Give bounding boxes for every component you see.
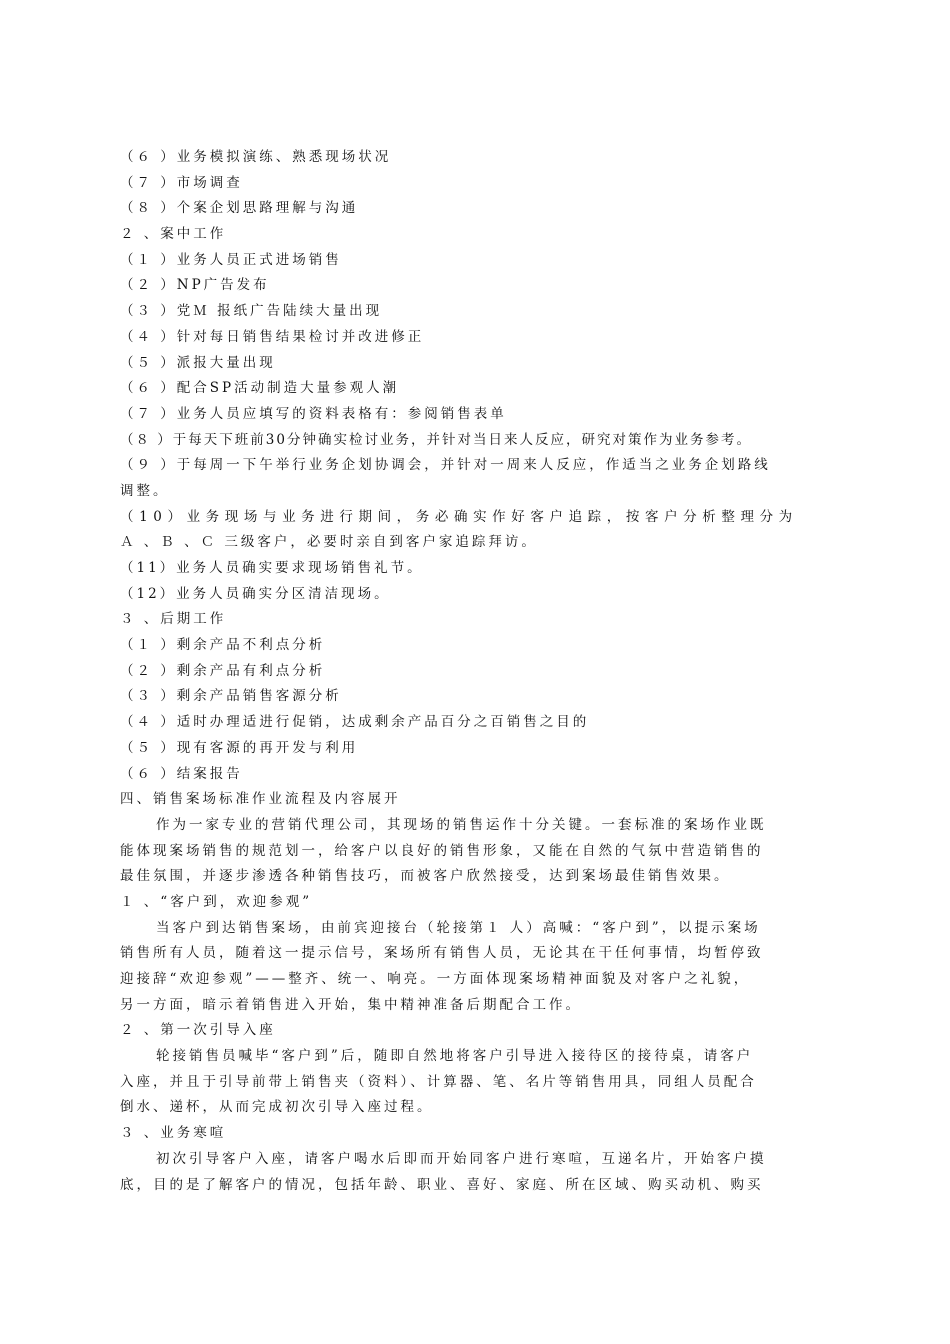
subheading-greeting: ３ 、业务寒喧: [120, 1125, 227, 1142]
list-item-late-4: （４ ）适时办理适进行促销，达成剩余产品百分之百销售之目的: [120, 714, 590, 731]
section-heading-mid-stage: ２ 、案中工作: [120, 226, 227, 243]
list-item-mid-11: （11）业务人员确实要求现场销售礼节。: [120, 560, 424, 576]
list-item-prep-7: （７ ）市场调查: [120, 174, 243, 191]
list-item-prep-8: （８ ）个案企划思路理解与沟通: [120, 200, 359, 217]
paragraph-seating-line-3: 倒水、递杯，从而完成初次引导入座过程。: [120, 1099, 434, 1116]
paragraph-greeting-line-1: 初次引导客户入座，请客户喝水后即而开始同客户进行寒喧，互递名片，开始客户摸: [156, 1150, 767, 1167]
list-item-mid-9: （９ ）于每周一下午举行业务企划协调会，并针对一周来人反应，作适当之业务企划路线: [120, 457, 771, 474]
list-item-mid-4: （４ ）针对每日销售结果检讨并改进修正: [120, 328, 425, 345]
list-item-late-2: （２ ）剩余产品有利点分析: [120, 662, 326, 679]
paragraph-arrival-line-1: 当客户到达销售案场，由前宾迎接台（轮接第１ 人）高喊：“客户到”，以提示案场: [156, 919, 761, 936]
list-item-mid-12: （12）业务人员确实分区清洁现场。: [120, 585, 391, 602]
paragraph-seating-line-1: 轮接销售员喊毕“客户到”后，随即自然地将客户引导进入接待区的接待桌，请客户: [156, 1048, 754, 1065]
list-item-mid-2: （２ ）NP广告发布: [120, 277, 270, 294]
list-item-mid-6: （６ ）配合SP活动制造大量参观人潮: [120, 380, 400, 397]
paragraph-arrival-line-3: 迎接辞“欢迎参观”——整齐、统一、响亮。一方面体现案场精神面貌及对客户之礼貌，: [120, 971, 751, 987]
list-item-late-5: （５ ）现有客源的再开发与利用: [120, 739, 359, 756]
paragraph-intro-line-3: 最佳氛围，并逐步渗透各种销售技巧，而被客户欣然接受，达到案场最佳销售效果。: [120, 868, 731, 885]
list-item-late-1: （１ ）剩余产品不利点分析: [120, 637, 326, 654]
list-item-late-3: （３ ）剩余产品销售客源分析: [120, 688, 342, 705]
section-heading-late-stage: ３ 、后期工作: [120, 611, 227, 628]
list-item-mid-10-continued: Ａ 、Ｂ 、Ｃ 三级客户，必要时亲自到客户家追踪拜访。: [120, 534, 538, 551]
subheading-first-seating: ２ 、第一次引导入座: [120, 1022, 276, 1039]
section-heading-four: 四、销售案场标准作业流程及内容展开: [120, 791, 401, 808]
paragraph-intro-line-2: 能体现案场销售的规范划一，给客户以良好的销售形象，又能在自然的气氛中营造销售的: [120, 842, 764, 859]
list-item-mid-3: （３ ）党Ｍ 报纸广告陆续大量出现: [120, 303, 383, 320]
list-item-mid-5: （５ ）派报大量出现: [120, 354, 276, 371]
paragraph-arrival-line-2: 销售所有人员，随着这一提示信号，案场所有销售人员，无论其在干任何事情，均暂停致: [120, 945, 764, 962]
list-item-prep-6: （６ ）业务模拟演练、熟悉现场状况: [120, 149, 392, 165]
document-page: [120, 145, 840, 1198]
list-item-mid-7: （７ ）业务人员应填写的资料表格有：参阅销售表单: [120, 405, 507, 422]
paragraph-seating-line-2: 入座，并且于引导前带上销售夹（资料）、计算器、笔、名片等销售用具，同组人员配合: [120, 1073, 757, 1090]
paragraph-arrival-line-4: 另一方面，暗示着销售进入开始，集中精神准备后期配合工作。: [120, 996, 582, 1013]
list-item-late-6: （６ ）结案报告: [120, 765, 243, 782]
list-item-mid-9-continued: 调整。: [120, 482, 170, 499]
paragraph-greeting-line-2: 底，目的是了解客户的情况，包括年龄、职业、喜好、家庭、所在区域、购买动机、购买: [120, 1176, 764, 1193]
list-item-mid-8: （８ ）于每天下班前30分钟确实检讨业务，并针对当日来人反应，研究对策作为业务参考。: [120, 431, 752, 448]
subheading-customer-arrival: １ 、“客户到，欢迎参观”: [120, 893, 313, 910]
paragraph-intro-line-1: 作为一家专业的营销代理公司，其现场的销售运作十分关键。一套标准的案场作业既: [156, 816, 767, 833]
list-item-mid-1: （１ ）业务人员正式进场销售: [120, 251, 342, 268]
list-item-mid-10: （10）业务现场与业务进行期间，务必确实作好客户追踪，按客户分析整理分为: [120, 508, 798, 525]
